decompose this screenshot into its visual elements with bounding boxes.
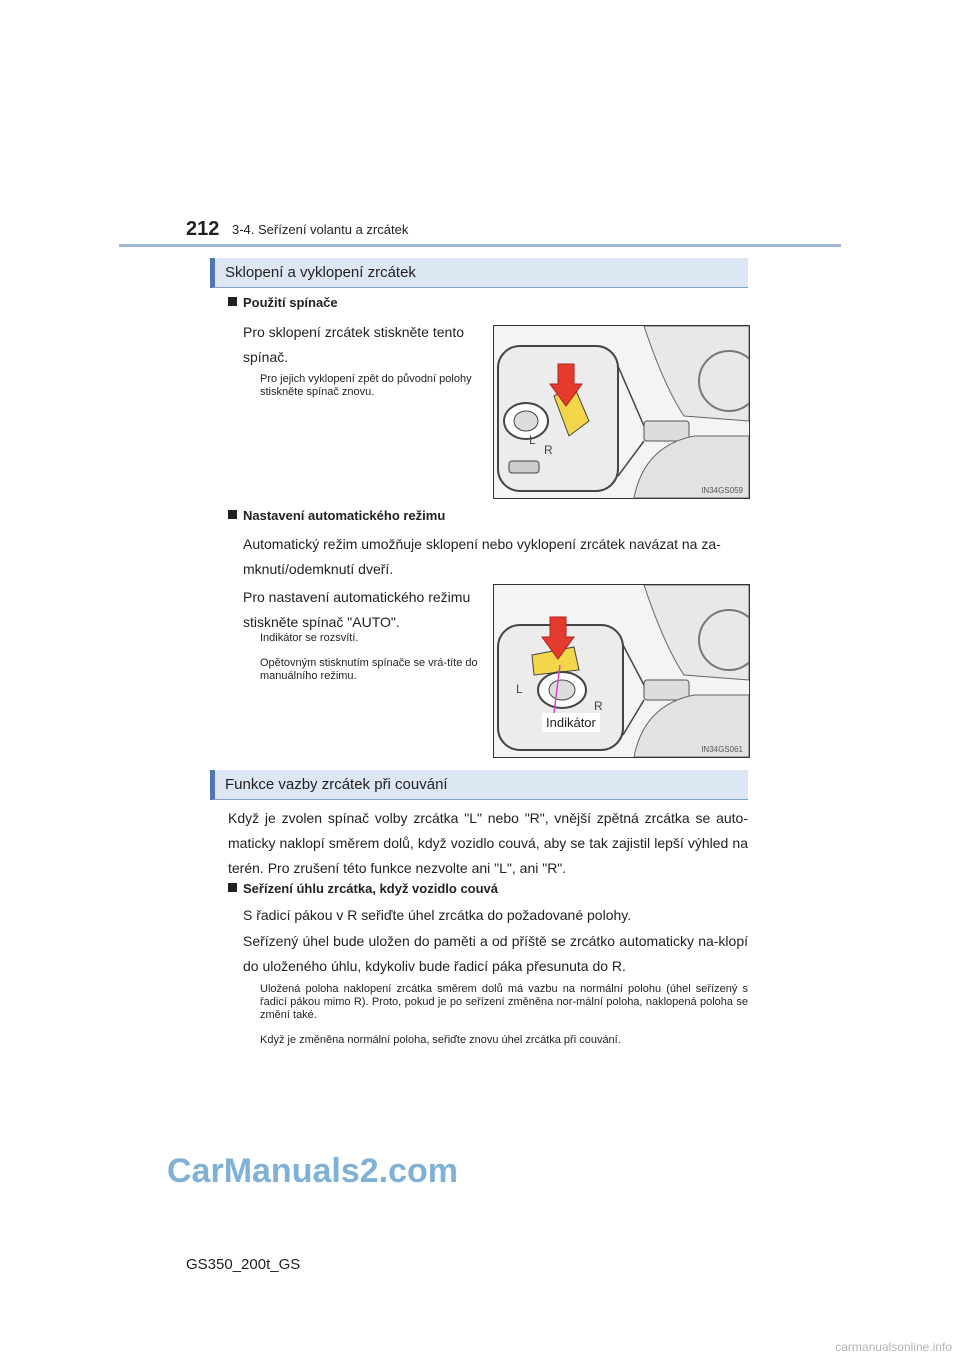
svg-text:R: R [594, 699, 603, 713]
watermark-logo: CarManuals2.com [167, 1152, 458, 1190]
reverse-angle-note-2: Když je změněna normální poloha, seřiďte znovu úhel zrcátka při couvání. [260, 1034, 621, 1046]
subheading-switch-use: Použití spínače [228, 295, 338, 310]
figure-auto-switch [493, 584, 750, 758]
switch-use-text: Pro sklopení zrcátek stiskněte tento spínač. [243, 324, 464, 365]
auto-mode-note-1: Indikátor se rozsvítí. [260, 632, 359, 644]
svg-text:R: R [544, 443, 553, 457]
header-divider [119, 244, 841, 247]
reverse-angle-text-1: S řadicí pákou v R seřiďte úhel zrcátka do požadované polohy. [243, 907, 632, 923]
figure-code: IN34GS061 [701, 745, 743, 754]
figure-mirror-switch [493, 325, 750, 499]
subheading-reverse-angle: Seřízení úhlu zrcátka, když vozidlo couvá [228, 881, 498, 896]
figure-code: IN34GS059 [701, 486, 743, 495]
svg-text:L: L [516, 682, 523, 696]
bullet-square-icon [228, 510, 237, 519]
section-heading-reverse: Funkce vazby zrcátek při couvání [210, 770, 748, 800]
svg-text:L: L [529, 433, 536, 447]
auto-mode-instruction: Pro nastavení automatického režimu stiskněte spínač "AUTO". [243, 589, 471, 630]
page-number: 212 [186, 218, 220, 240]
footer-model-code: GS350_200t_GS [186, 1256, 301, 1273]
reverse-angle-note-1: Uložená poloha naklopení zrcátka směrem dolů má vazbu na normální polohu (úhel seřízený s řadicí pákou mimo R). Proto, pokud je po seřízení změněna nor-mální poloha, naklopená poloha se změní také. [260, 983, 748, 1021]
subheading-auto-mode: Nastavení automatického režimu [228, 508, 445, 523]
section-title: 3-4. Seřízení volantu a zrcátek [232, 222, 409, 237]
auto-switch-illustration [494, 585, 749, 757]
mirror-switch-illustration [494, 326, 749, 498]
auto-mode-text: Automatický režim umožňuje sklopení nebo vyklopení zrcátek navázat na za-mknutí/odemknutí dveří. [243, 536, 721, 577]
section-heading-folding: Sklopení a vyklopení zrcátek [210, 258, 748, 288]
bullet-square-icon [228, 883, 237, 892]
switch-use-note: Pro jejich vyklopení zpět do původní polohy stiskněte spínač znovu. [260, 373, 472, 398]
bullet-square-icon [228, 297, 237, 306]
reverse-angle-text-2: Seřízený úhel bude uložen do paměti a od příště se zrcátko automaticky na-klopí do uloženého úhlu, kdykoliv bude řadicí páka přesunuta do R. [243, 933, 748, 974]
bottom-site-watermark: carmanualsonline.info [835, 1340, 952, 1354]
auto-mode-note-2: Opětovným stisknutím spínače se vrá-títe do manuálního režimu. [260, 657, 478, 682]
indicator-callout: Indikátor [542, 713, 600, 732]
reverse-intro-text: Když je zvolen spínač volby zrcátka "L" nebo "R", vnější zpětná zrcátka se auto-maticky naklopí směrem dolů, když vozidlo couvá, aby se tak zajistil lepší výhled na terén. Pro zrušení této funkce nezvolte ani "L", ani "R". [228, 810, 748, 876]
